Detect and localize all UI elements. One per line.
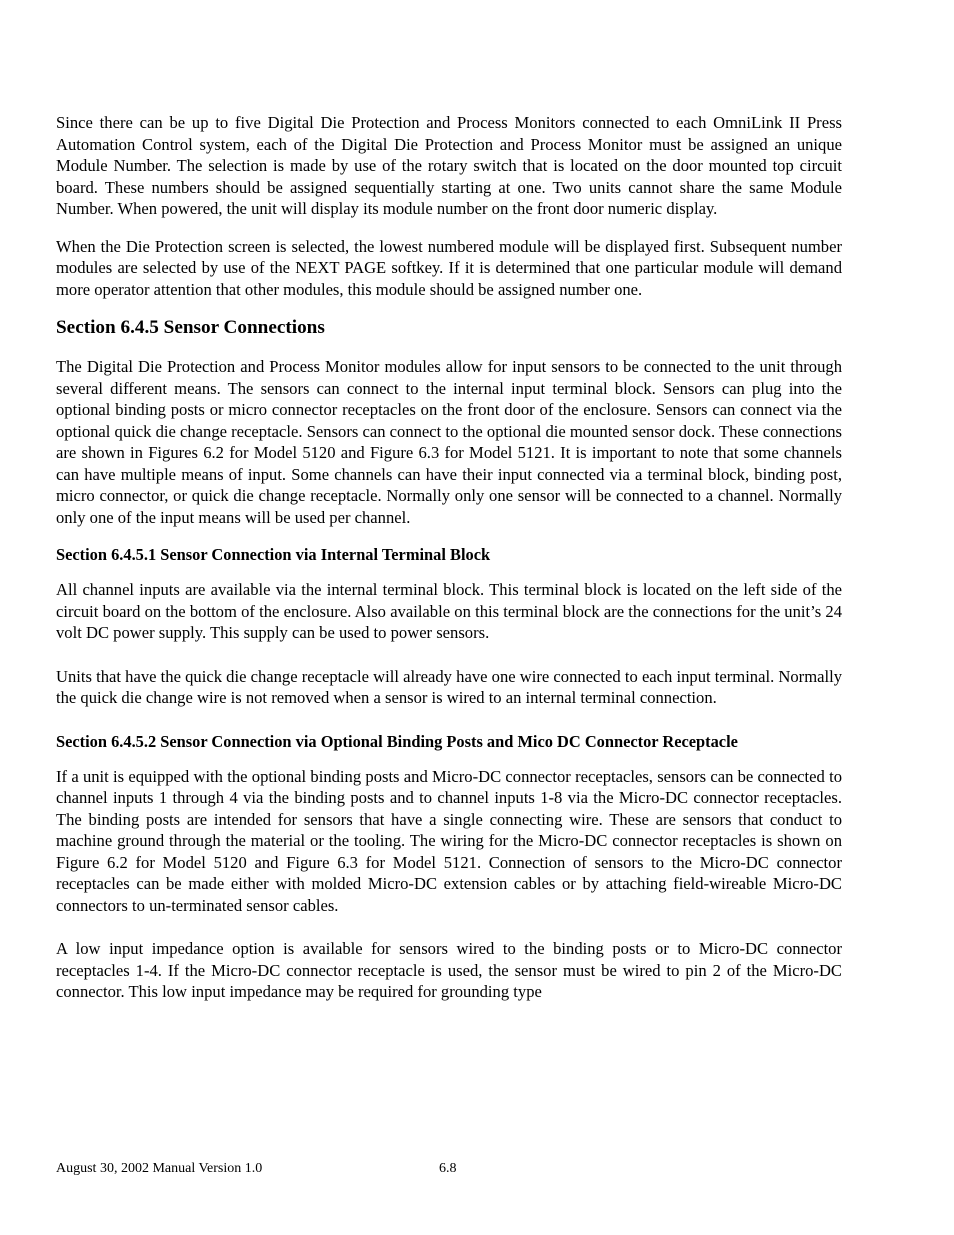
- intro-paragraph-die-protection-screen: When the Die Protection screen is selected, the lowest numbered module will be displayed first. Subsequent number modules are selected by use of the NEXT PAGE softkey. If it is determined that one particular module will demand more operator attention that other modules, this module should be assigned number one.: [56, 236, 842, 299]
- quick-die-change-paragraph: Units that have the quick die change receptacle will already have one wire connected to each input terminal. Normally the quick die change wire is not removed when a sensor is wired to an internal terminal connection.: [56, 666, 842, 707]
- low-impedance-paragraph: A low input impedance option is available for sensors wired to the binding posts or to Micro-DC connector receptacles 1-4. If the Micro-DC connector receptacle is used, the sensor must be wired to pin 2 of the Micro-DC connector. This low input impedance may be required for grounding type: [56, 939, 842, 1001]
- section-heading-6-4-5: Section 6.4.5 Sensor Connections: [56, 317, 325, 338]
- footer-page-number: 6.8: [439, 1161, 457, 1176]
- section-heading-6-4-5-1: Section 6.4.5.1 Sensor Connection via Internal Terminal Block: [56, 545, 491, 564]
- section-heading-6-4-5-2: Section 6.4.5.2 Sensor Connection via Optional Binding Posts and Mico DC Connector Receptacle: [56, 731, 738, 751]
- binding-posts-paragraph: If a unit is equipped with the optional binding posts and Micro-DC connector receptacles, sensors can be connected to channel inputs 1 through 4 via the binding posts and to channel inputs 1-8 via the Micro-DC connector receptacles. The binding posts are intended for sensors that have a single connecting wire. These are sensors that conduct to machine ground through the material or the tooling. The wiring for the Micro-DC connector receptacles is shown on Figure 6.2 for Model 5120 and Figure 6.3 for Model 5121. Connection of sensors to the Micro-DC connector receptacles can be made either with molded Micro-DC extension cables or by attaching field-wireable Micro-DC connectors to un-terminated sensor cables.: [56, 766, 842, 915]
- terminal-block-paragraph: All channel inputs are available via the internal terminal block. This terminal block is located on the left side of the circuit board on the bottom of the enclosure. Also available on this terminal block are the connections for the unit’s 24 volt DC power supply. This supply can be used to power sensors.: [56, 580, 842, 642]
- footer-date-version: August 30, 2002 Manual Version 1.0: [56, 1161, 263, 1176]
- sensor-connections-paragraph: The Digital Die Protection and Process Monitor modules allow for input sensors to be connected to the unit through several different means. The sensors can connect to the internal input terminal block. Sensors can plug into the optional binding posts or micro connector receptacles on the front door of the enclosure. Sensors can connect via the optional quick die change receptacle. Sensors can connect to the optional die mounted sensor dock. These connections are shown in Figures 6.2 for Model 5120 and Figure 6.3 for Model 5121. It is important to note that some channels can have multiple means of input. Some channels can have their input connected via a terminal block, binding post, micro connector, or quick die change receptacle. Normally only one sensor will be connected to a channel. Normally only one of the input means will be used per channel.: [56, 357, 842, 527]
- document-page: [56, 112, 842, 1019]
- intro-paragraph-module-number: Since there can be up to five Digital Die Protection and Process Monitors connected to each OmniLink II Press Automation Control system, each of the Digital Die Protection and Process Monitor must be assigned an unique Module Number. The selection is made by use of the rotary switch that is located on the door mounted top circuit board. These numbers should be assigned sequentially starting at one. Two units cannot share the same Module Number. When powered, the unit will display its module number on the front door numeric display.: [56, 113, 842, 218]
